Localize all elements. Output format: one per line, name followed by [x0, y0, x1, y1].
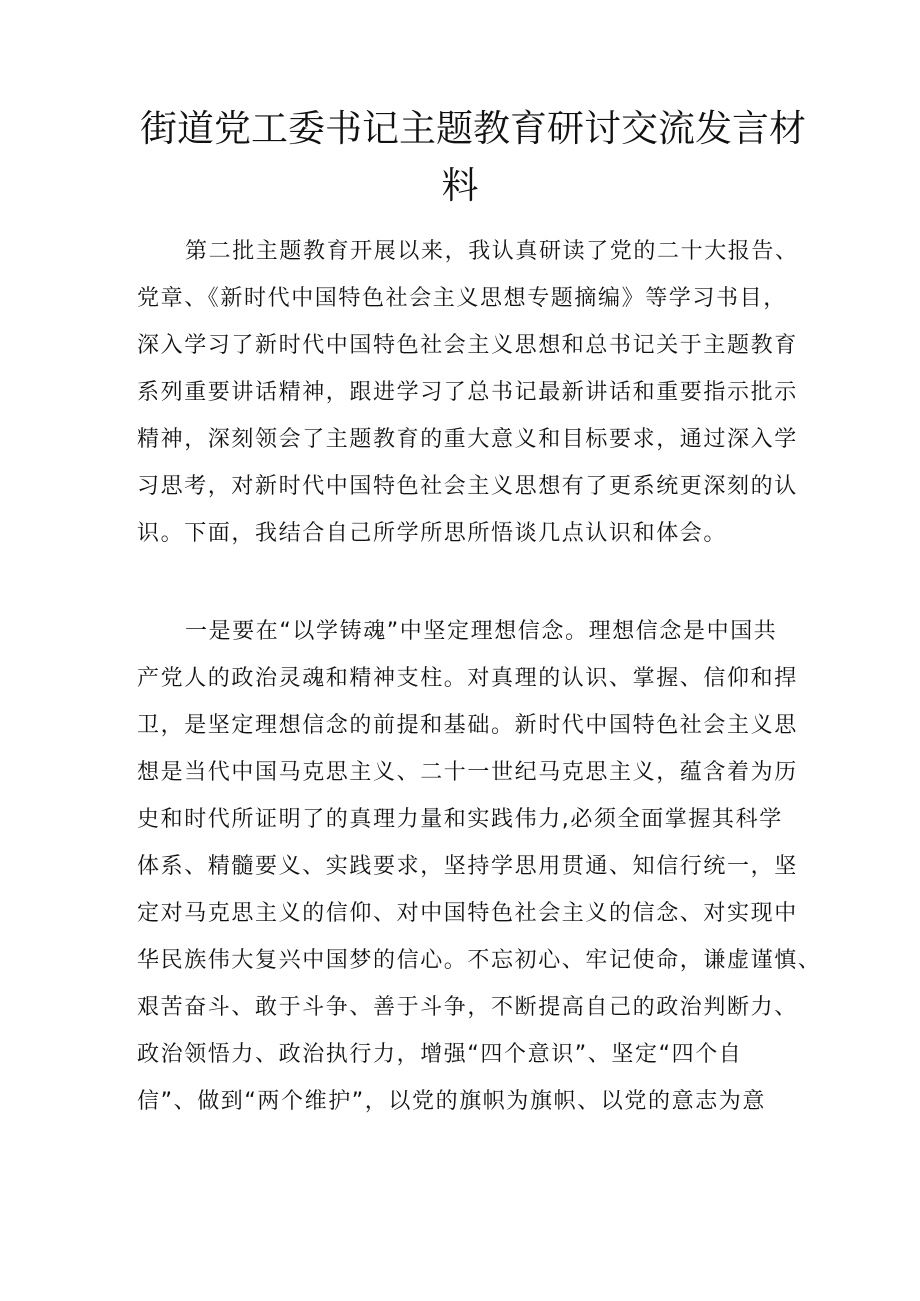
- paragraph-line: 华民族伟大复兴中国梦的信心。不忘初心、牢记使命，谦虚谨慎、: [137, 948, 822, 973]
- title-line-2: 料: [441, 164, 479, 207]
- paragraph-intro: [137, 228, 797, 557]
- paragraph-line: 一是要在“以学铸魂”中坚定理想信念。理想信念是中国共: [185, 619, 778, 644]
- paragraph-line: 深入学习了新时代中国特色社会主义思想和总书记关于主题教育: [137, 333, 798, 358]
- paragraph-line: 定对马克思主义的信仰、对中国特色社会主义的信念、对实现中: [137, 901, 798, 926]
- paragraph-line: 系列重要讲话精神，跟进学习了总书记最新讲话和重要指示批示: [137, 380, 798, 405]
- paragraph-line: 史和时代所证明了的真理力量和实践伟力,必须全面掌握其科学: [137, 807, 783, 832]
- paragraph-line: 精神，深刻领会了主题教育的重大意义和目标要求，通过深入学: [137, 427, 798, 452]
- document-title: [140, 100, 806, 214]
- paragraph-line: 卫，是坚定理想信念的前提和基础。新时代中国特色社会主义思: [137, 713, 798, 738]
- paragraph-line: 信”、做到“两个维护”，以党的旗帜为旗帜、以党的意志为意: [137, 1089, 766, 1114]
- paragraph-line: 第二批主题教育开展以来，我认真研读了党的二十大报告、: [185, 239, 799, 264]
- paragraph-line: 党章、《新时代中国特色社会主义思想专题摘编》等学习书目，: [137, 286, 787, 311]
- paragraph-line: 艰苦奋斗、敢于斗争、善于斗争，不断提高自己的政治判断力、: [137, 995, 798, 1020]
- paragraph-line: 体系、精髓要义、实践要求，坚持学思用贯通、知信行统一，坚: [137, 854, 798, 879]
- paragraph-point-one: [137, 608, 822, 1125]
- paragraph-line: 识。下面，我结合自己所学所思所悟谈几点认识和体会。: [137, 521, 728, 546]
- paragraph-line: 政治领悟力、政治执行力，增强“四个意识”、坚定“四个自: [137, 1042, 743, 1067]
- paragraph-line: 产党人的政治灵魂和精神支柱。对真理的认识、掌握、信仰和捍: [137, 666, 798, 691]
- title-line-1: 街道党工委书记主题教育研讨交流发言材: [140, 107, 806, 150]
- paragraph-line: 习思考，对新时代中国特色社会主义思想有了更系统更深刻的认: [137, 474, 798, 499]
- paragraph-line: 想是当代中国马克思主义、二十一世纪马克思主义，蕴含着为历: [137, 760, 798, 785]
